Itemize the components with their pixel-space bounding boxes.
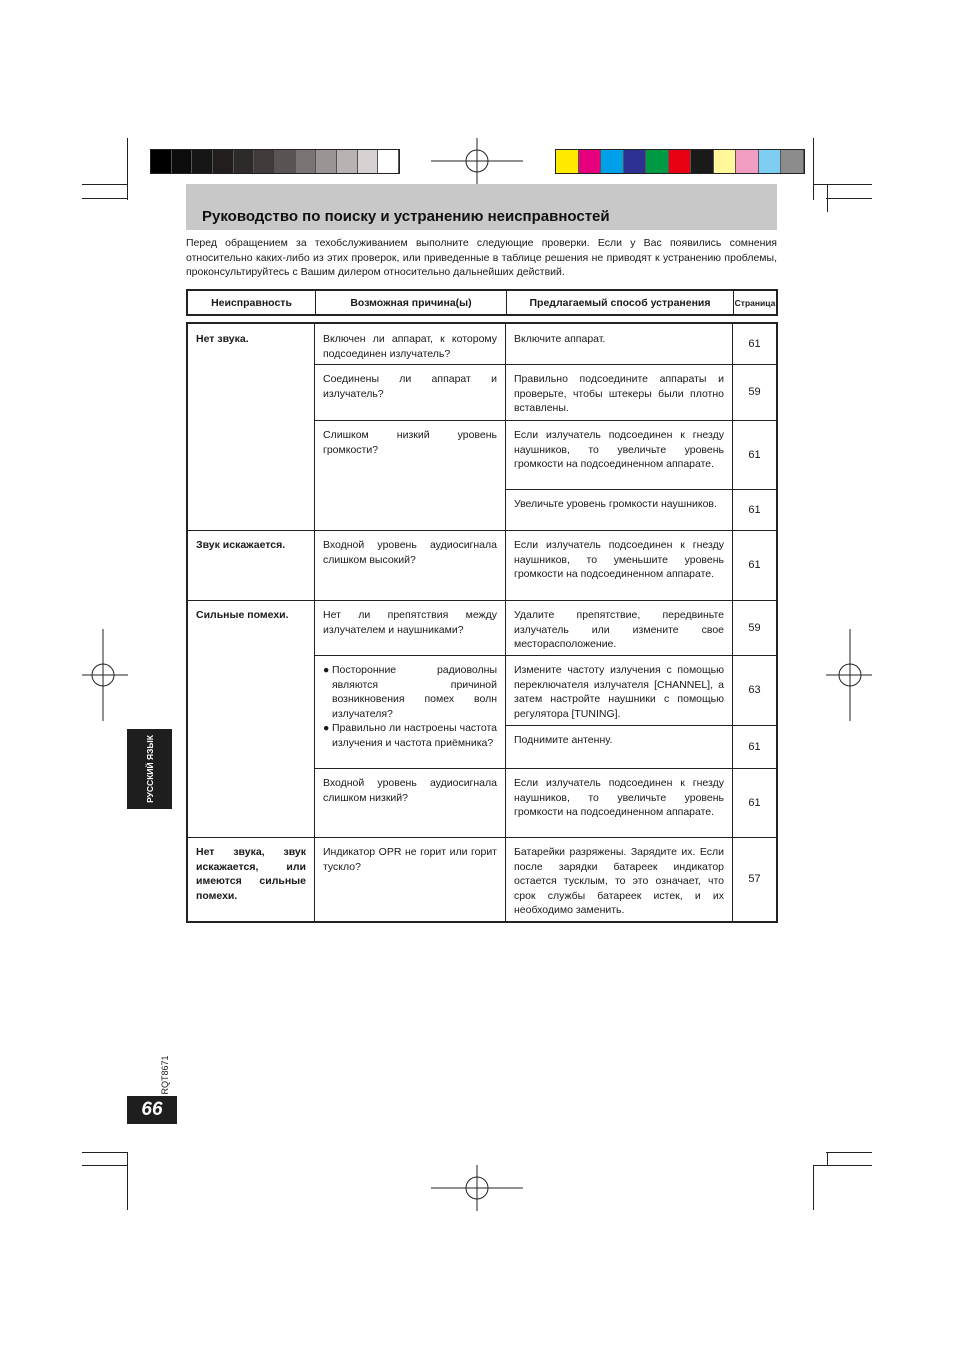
gray-patch <box>234 150 255 173</box>
list-item: ● Посторонние радиоволны являются причиной возникновения помех волн излучателя? <box>323 664 497 720</box>
gray-patch <box>213 150 234 173</box>
column-header-page: Страница <box>734 297 776 308</box>
gray-patch <box>275 150 296 173</box>
gray-patch <box>358 150 379 173</box>
color-patch <box>669 150 692 173</box>
remedy-1: Включите аппарат. <box>514 333 606 345</box>
gray-patch <box>337 150 358 173</box>
column-header-problem: Неисправность <box>188 291 316 314</box>
remedy-10: Батарейки разряжены. Зарядите их. Если после зарядки батареек индикатор остается тусклым, то это означает, что срок службы батареек истек, и их необходимо заменить. <box>514 846 724 916</box>
registration-mark-right <box>826 629 872 721</box>
cause-8: Индикатор OPR не горит или горит тускло? <box>323 846 497 873</box>
color-patch <box>601 150 624 173</box>
page-title: Руководство по поиску и устранению неисправностей <box>202 208 610 225</box>
page-ref-3: 61 <box>748 448 761 461</box>
page-ref-8: 61 <box>748 740 761 753</box>
color-patch <box>714 150 737 173</box>
page-ref-4: 61 <box>748 503 761 516</box>
page-ref-7: 63 <box>748 684 761 697</box>
list-item: ● Правильно ли настроены частота излучения и частота приёмника? <box>323 722 497 749</box>
color-patch <box>646 150 669 173</box>
bullet-text: Посторонние радиоволны являются причиной возникновения помех волн излучателя? <box>332 664 497 720</box>
page-ref-6: 59 <box>748 621 761 634</box>
page-ref-5: 61 <box>748 559 761 572</box>
intro-paragraph: Перед обращением за техобслуживанием выполните следующие проверки. Если у Вас появились сомнения относительно каких-либо из этих проверок, или приведенные в таблице решения не приводят к устранению проблемы, проконсультируйтесь с Вашим дилером относительно дальнейших действий. <box>186 237 777 278</box>
remedy-5: Если излучатель подсоединен к гнезду наушников, то уменьшите уровень громкости на подсоединенном аппарате. <box>514 539 724 580</box>
remedy-7: Измените частоту излучения с помощью переключателя излучателя [CHANNEL], а затем настройте наушники с помощью регулятора [TUNING]. <box>514 664 724 720</box>
grayscale-calibration-bar <box>150 149 400 174</box>
color-patch <box>579 150 602 173</box>
gray-patch <box>172 150 193 173</box>
page-number: 66 <box>127 1096 177 1124</box>
cause-5: Нет ли препятствия между излучателем и наушниками? <box>323 609 497 636</box>
page-ref-9: 61 <box>748 796 761 809</box>
color-patch <box>624 150 647 173</box>
remedy-9: Если излучатель подсоединен к гнезду наушников, то увеличьте уровень громкости на подсоединенном аппарате. <box>514 777 724 818</box>
registration-mark-left <box>82 629 128 721</box>
cause-7: Входной уровень аудиосигнала слишком низкий? <box>323 777 497 804</box>
troubleshooting-table <box>186 322 778 923</box>
color-calibration-bar <box>555 149 805 174</box>
problem-no-sound: Нет звука. <box>196 333 249 345</box>
column-header-remedy: Предлагаемый способ устранения <box>507 291 734 314</box>
bullet-text: Правильно ли настроены частота излучения и частота приёмника? <box>332 722 497 749</box>
column-header-cause: Возможная причина(ы) <box>316 291 507 314</box>
problem-noise: Сильные помехи. <box>196 609 289 621</box>
remedy-3: Если излучатель подсоединен к гнезду наушников, то увеличьте уровень громкости на подсоединенном аппарате. <box>514 429 724 470</box>
problem-distortion: Звук искажается. <box>196 539 286 551</box>
color-patch <box>736 150 759 173</box>
color-patch <box>691 150 714 173</box>
document-code: RQT8671 <box>160 1055 170 1095</box>
page-ref-2: 59 <box>748 386 761 399</box>
cause-1: Включен ли аппарат, к которому подсоединен излучатель? <box>323 333 497 360</box>
remedy-6: Удалите препятствие, передвиньте излучатель или измените свое месторасположение. <box>514 609 724 650</box>
language-side-tab <box>127 729 172 809</box>
page-ref-1: 61 <box>748 337 761 350</box>
page-ref-10: 57 <box>748 873 761 886</box>
gray-patch <box>151 150 172 173</box>
color-patch <box>759 150 782 173</box>
registration-mark-top <box>431 138 523 184</box>
remedy-4: Увеличьте уровень громкости наушников. <box>514 498 717 510</box>
gray-patch <box>296 150 317 173</box>
cause-4: Входной уровень аудиосигнала слишком высокий? <box>323 539 497 566</box>
cause-2: Соединены ли аппарат и излучатель? <box>323 373 497 400</box>
remedy-8: Поднимите антенну. <box>514 734 613 746</box>
remedy-2: Правильно подсоедините аппараты и проверьте, чтобы штекеры были плотно вставлены. <box>514 373 724 414</box>
table-header <box>186 289 778 316</box>
cause-6-bullets <box>323 663 497 750</box>
language-label: РУССКИЙ ЯЗЫК <box>144 735 155 803</box>
cause-3: Слишком низкий уровень громкости? <box>323 429 497 456</box>
color-patch <box>556 150 579 173</box>
gray-patch <box>378 150 399 173</box>
registration-mark-bottom <box>431 1165 523 1211</box>
gray-patch <box>254 150 275 173</box>
problem-combined: Нет звука, звук искажается, или имеются сильные помехи. <box>196 846 306 902</box>
color-patch <box>781 150 804 173</box>
gray-patch <box>316 150 337 173</box>
gray-patch <box>192 150 213 173</box>
